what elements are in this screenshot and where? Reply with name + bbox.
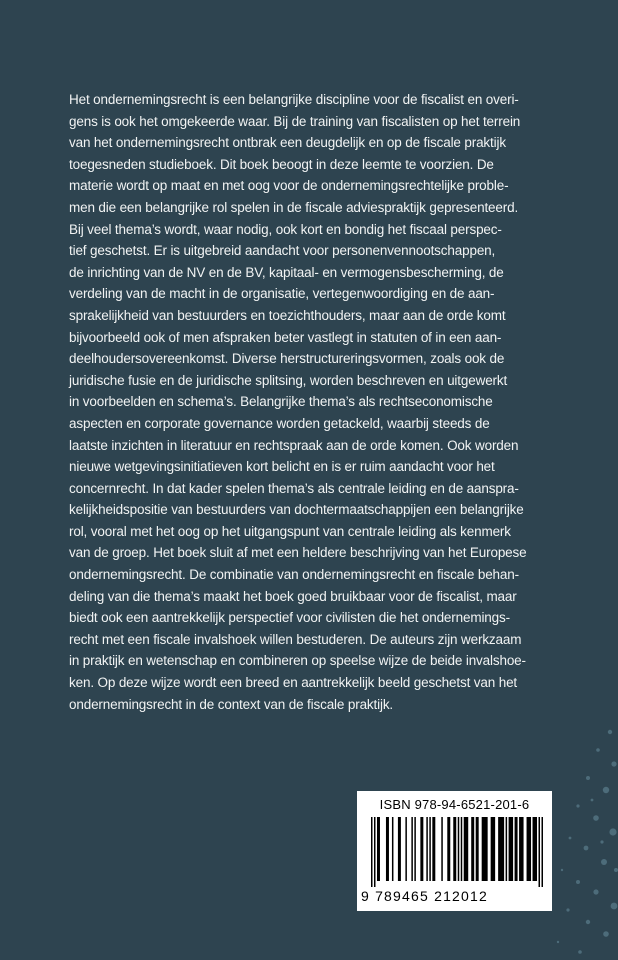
blurb-line: kelijkheidspositie van bestuurders van dochtermaatschappijen een belangrijke	[69, 502, 524, 518]
barcode-panel	[357, 791, 552, 911]
barcode-bar	[398, 817, 401, 881]
blurb-line: van het ondernemingsrecht ontbrak een deugdelijk en op de fiscale praktijk	[69, 135, 506, 151]
barcode-bar	[426, 817, 428, 881]
barcode-bar	[506, 817, 508, 881]
blurb-line: Het ondernemingsrecht is een belangrijke discipline voor de fiscalist en overi-	[69, 92, 519, 107]
barcode-bar	[405, 817, 407, 881]
barcode-bar	[371, 817, 373, 887]
blurb-line: materie wordt op maat en met oog voor de ondernemingsrechtelijke proble-	[69, 178, 509, 194]
barcode-bar	[482, 817, 488, 881]
barcode-bar	[461, 817, 463, 881]
decorative-dot	[608, 730, 612, 734]
decorative-dot	[561, 869, 563, 871]
decorative-dot	[569, 837, 572, 840]
decorative-dot	[614, 868, 618, 872]
blurb-line: de inrichting van de NV en de BV, kapitaal- en vermogensbescherming, de	[69, 264, 504, 280]
barcode-bar	[498, 817, 504, 881]
blurb-line: biedt ook een aantrekkelijk perspectief voor civilisten die het ondernemings-	[69, 610, 510, 626]
decorative-dot	[600, 840, 603, 843]
ean-digits: 9 789465 212012	[361, 888, 488, 904]
blurb-line: juridische fusie en de juridische splitsing, worden beschreven en uitgewerkt	[69, 372, 508, 388]
blurb-line: in voorbeelden en schema’s. Belangrijke thema’s als rechtseconomische	[69, 394, 493, 410]
blurb-line: van de groep. Het boek sluit af met een heldere beschrijving van het Europese	[69, 545, 527, 561]
decorative-dot	[591, 799, 594, 802]
barcode-bar	[453, 817, 456, 881]
barcode-bar	[386, 817, 389, 881]
barcode-bar	[519, 817, 523, 881]
blurb-line: nieuwe wetgevingsinitiatieven kort belicht en is er ruim aandacht voor het	[69, 459, 495, 475]
barcode-bar	[414, 817, 416, 881]
barcode-bars	[371, 817, 543, 887]
barcode-bar	[429, 817, 431, 881]
barcode-bar	[411, 817, 413, 881]
barcode-bar	[441, 817, 443, 881]
blurb-line: tief geschetst. Er is uitgebreid aandacht voor personenvennootschappen,	[69, 243, 496, 259]
barcode-bar	[471, 817, 474, 881]
decorative-dot	[584, 846, 589, 851]
blurb-line: Bij veel thema’s wordt, waar nodig, ook kort en bondig het fiscaal perspec-	[69, 221, 502, 237]
decorative-dot	[566, 908, 569, 911]
barcode-bar	[491, 817, 495, 881]
blurb-line: deling van die thema’s maakt het boek goed bruikbaar voor de fiscalist, maar	[69, 588, 517, 604]
decorative-dot	[601, 859, 607, 865]
decorative-dot	[611, 761, 616, 766]
barcode-bar	[374, 817, 376, 887]
blurb-text	[69, 89, 551, 715]
blurb-line: rol, vooral met het oog op het uitgangspunt van centrale leiding als kenmerk	[69, 523, 511, 539]
decorative-dot	[578, 950, 582, 954]
blurb-line: laatste inzichten in literatuur en rechtspraak aan de orde komen. Ook worden	[69, 437, 519, 453]
decorative-dot	[611, 903, 618, 910]
barcode-bar	[377, 817, 380, 881]
barcode-bar	[533, 817, 537, 881]
decorative-dot	[557, 941, 559, 943]
decorative-dot	[609, 828, 616, 835]
barcode-bar	[447, 817, 450, 881]
blurb-line: bijvoorbeeld ook of men afspraken beter vastlegt in statuten of in een aan-	[69, 329, 502, 345]
barcode-bar	[464, 817, 468, 881]
barcode-bar	[432, 817, 435, 881]
decorative-dot	[593, 889, 598, 894]
decorative-dot	[603, 931, 609, 937]
blurb-line: concernrecht. In dat kader spelen thema’s als centrale leiding en de aanspra-	[69, 480, 519, 496]
decorative-dot	[586, 920, 590, 924]
barcode-bar	[476, 817, 479, 881]
blurb-line: recht met een fiscale invalshoek willen bestuderen. De auteurs zijn werkzaam	[69, 631, 522, 647]
isbn-label: ISBN 978-94-6521-201-6	[379, 797, 530, 812]
barcode-bar	[420, 817, 423, 881]
blurb-line: aspecten en corporate governance worden getackeld, waarbij steeds de	[69, 415, 490, 431]
blurb-line: deelhoudersovereenkomst. Diverse herstructureringsvormen, zoals ook de	[69, 351, 505, 367]
blurb-line: ondernemingsrecht in de context van de fiscale praktijk.	[69, 696, 394, 712]
barcode-bar	[509, 817, 513, 881]
blurb-line: in praktijk en wetenschap en combineren op speelse wijze de beide invalshoe-	[69, 653, 526, 669]
blurb-line: gens is ook het omgekeerde waar. Bij de training van fiscalisten op het terrein	[69, 113, 521, 129]
decorative-dot	[576, 804, 579, 807]
barcode-bar	[539, 817, 541, 887]
barcode-bar	[542, 817, 544, 887]
blurb-line: ken. Op deze wijze wordt een breed en aantrekkelijk beeld geschetst van het	[69, 675, 518, 691]
decorative-dot	[576, 880, 580, 884]
blurb-line: sprakelijkheid van bestuurders en toezichthouders, maar aan de orde komt	[69, 307, 506, 323]
barcode-bar	[515, 817, 518, 881]
blurb-line: ondernemingsrecht. De combinatie van ondernemingsrecht en fiscale behan-	[69, 567, 519, 583]
decorative-dot	[603, 787, 609, 793]
barcode-bar	[527, 817, 531, 881]
barcode-bar	[392, 817, 394, 881]
decorative-dot	[593, 815, 599, 821]
barcode-bar	[458, 817, 460, 881]
decorative-dot	[586, 776, 590, 780]
blurb-line: men die een belangrijke rol spelen in de fiscale adviespraktijk gepresenteerd.	[69, 199, 519, 215]
blurb-line: toegesneden studieboek. Dit boek beoogt in deze leemte te voorzien. De	[69, 156, 494, 172]
blurb-line: verdeling van de macht in de organisatie, vertegenwoordiging en de aan-	[69, 286, 495, 302]
decorative-dot	[596, 748, 600, 752]
